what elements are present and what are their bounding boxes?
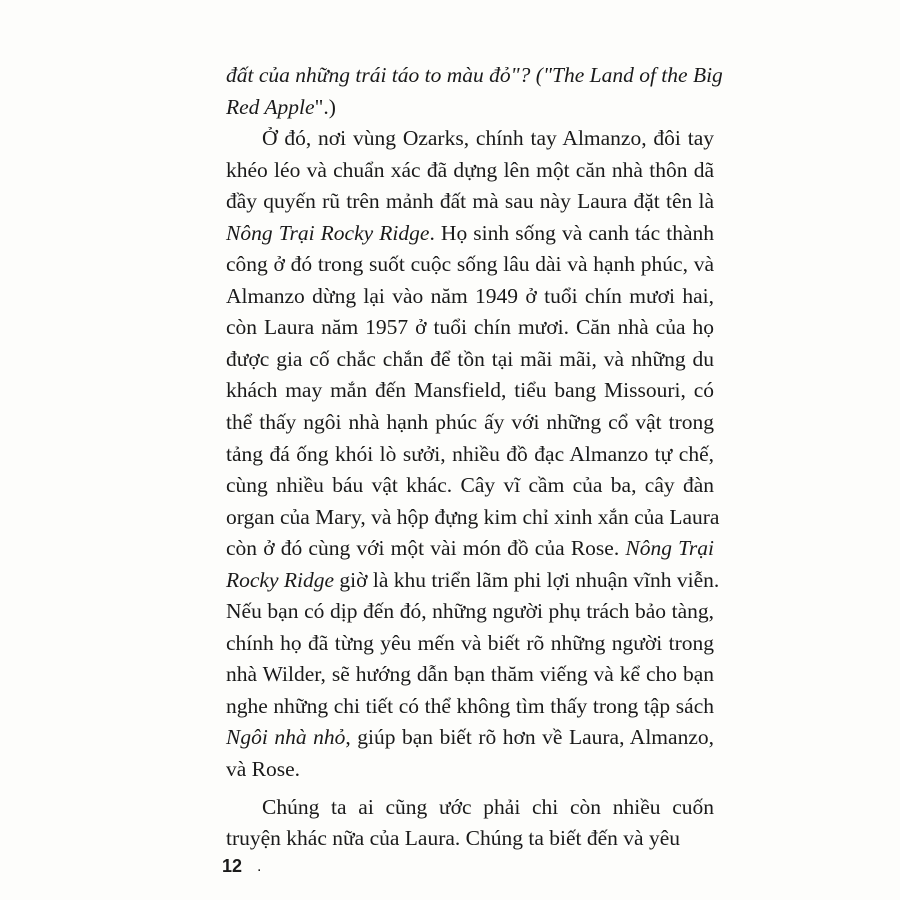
text-line [226, 186, 714, 218]
text-line [226, 628, 714, 660]
text-line [226, 502, 720, 534]
text-segment: khéo léo và chuẩn xác đã dựng lên một căn nhà thôn dã [226, 157, 714, 182]
text-line [226, 439, 714, 471]
text-line [226, 92, 714, 124]
text-line [226, 823, 714, 855]
text-segment: nhà Wilder, sẽ hướng dẫn bạn thăm viếng và kể cho bạn [226, 662, 714, 687]
text-line [226, 691, 714, 723]
text-segment: Ở đó, nơi vùng Ozarks, chính tay Almanzo, đôi tay [262, 126, 714, 151]
italic-text-segment: Ngôi nhà nhỏ [226, 725, 346, 750]
text-line [226, 565, 720, 597]
text-segment: nghe những chi tiết có thể không tìm thấy trong tập sách [226, 693, 714, 718]
text-segment: cùng nhiều báu vật khác. Cây vĩ cầm của ba, cây đàn [226, 473, 714, 498]
text-line [226, 344, 714, 376]
text-segment: và Rose. [226, 757, 301, 782]
text-segment: ".) [314, 94, 336, 119]
text-segment: khách may mắn đến Mansfield, tiểu bang Missouri, có [226, 378, 714, 403]
text-line [226, 407, 714, 439]
italic-text-segment: đất của những trái táo to màu đỏ"? ("The Land of the Big [226, 63, 723, 87]
text-line [226, 60, 723, 92]
text-segment: được gia cố chắc chắn để tồn tại mãi mãi, và những du [226, 346, 714, 371]
text-line [226, 281, 714, 313]
text-segment: đầy quyến rũ trên mảnh đất mà sau này Laura đặt tên là [226, 189, 714, 214]
text-segment: organ của Mary, và hộp đựng kim chỉ xinh xắn của Laura [226, 504, 720, 529]
text-segment: còn Laura năm 1957 ở tuổi chín mươi. Căn nhà của họ [226, 315, 714, 340]
paragraph [226, 123, 720, 785]
page-number-mark: . [257, 858, 262, 875]
italic-text-segment: Rocky Ridge [226, 567, 335, 592]
text-line [226, 218, 714, 250]
paragraph [226, 792, 714, 855]
text-segment: Nếu bạn có dịp đến đó, những người phụ trách bảo tàng, [226, 599, 714, 624]
italic-text-segment: Nông Trại [625, 536, 715, 561]
text-line [226, 312, 714, 344]
text-line [226, 249, 714, 281]
text-line [226, 123, 714, 155]
text-line [226, 754, 714, 786]
text-segment: thể thấy ngôi nhà hạnh phúc ấy với những cổ vật trong [226, 410, 714, 435]
text-segment: giờ là khu triển lãm phi lợi nhuận vĩnh viễn. [334, 567, 720, 592]
text-segment: Chúng ta ai cũng ước phải chi còn nhiều cuốn [262, 794, 714, 819]
text-segment: . Họ sinh sống và canh tác thành [429, 220, 714, 245]
text-segment: tảng đá ống khói lò sưởi, nhiều đồ đạc Almanzo tự chế, [226, 441, 714, 466]
text-segment: còn ở đó cùng với một vài món đồ của Rose. [226, 536, 626, 561]
italic-text-segment: Red Apple [226, 94, 315, 119]
text-segment: truyện khác nữa của Laura. Chúng ta biết đến và yêu [226, 826, 681, 851]
text-segment: công ở đó trong suốt cuộc sống lâu dài và hạnh phúc, và [226, 252, 714, 277]
text-line [226, 792, 714, 824]
text-line [226, 155, 714, 187]
text-line [226, 470, 714, 502]
text-line [226, 533, 714, 565]
page-number: 12 [222, 856, 243, 876]
italic-text-segment: Nông Trại Rocky Ridge [226, 220, 430, 245]
paragraph [226, 60, 723, 123]
text-segment: , giúp bạn biết rõ hơn về Laura, Almanzo, [345, 725, 714, 750]
text-segment: Almanzo dừng lại vào năm 1949 ở tuổi chín mươi hai, [226, 283, 714, 308]
text-segment: chính họ đã từng yêu mến và biết rõ những người trong [226, 630, 714, 655]
page-body-text [226, 60, 723, 855]
text-line [226, 722, 714, 754]
text-line [226, 596, 714, 628]
text-line [226, 659, 714, 691]
text-line [226, 375, 714, 407]
